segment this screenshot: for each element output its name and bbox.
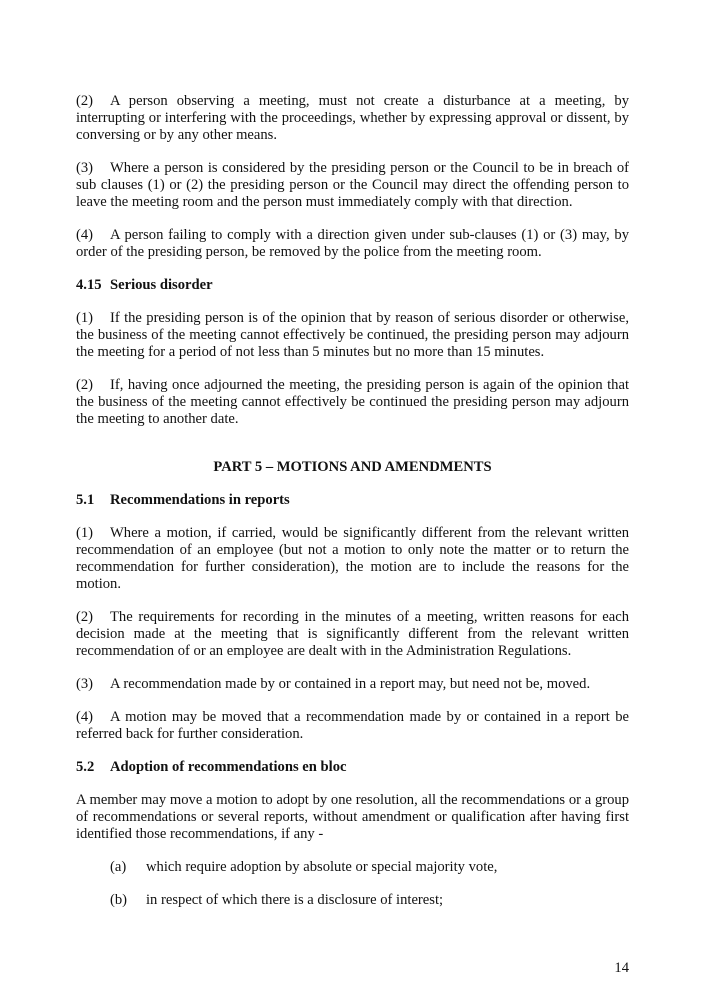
- paragraph-text: Where a person is considered by the presiding person or the Council to be in breach of sub clauses (1) or (2) the presiding person or the Council may direct the offending person to leave the meeting room and the person must immediately comply with that direction.: [76, 160, 629, 210]
- section-number: 5.2: [76, 759, 95, 775]
- paragraph-text: A person failing to comply with a direction given under sub-clauses (1) or (3) may, by order of the presiding person, be removed by the police from the meeting room.: [76, 227, 629, 260]
- paragraph-text: A motion may be moved that a recommendation made by or contained in a report be referred back for further consideration.: [76, 709, 629, 742]
- section-5-1-paragraph-4: [76, 709, 629, 743]
- paragraph-number: (1): [76, 525, 94, 541]
- paragraph-number: (2): [76, 93, 94, 109]
- paragraph-text: If, having once adjourned the meeting, the presiding person is again of the opinion that the business of the meeting cannot effectively be continued the presiding person may adjourn the meeting to another date.: [76, 377, 629, 427]
- paragraph-number: (4): [76, 709, 94, 725]
- paragraph-number: (3): [76, 160, 94, 176]
- paragraph-number: (2): [76, 609, 94, 625]
- paragraph-number: (2): [76, 377, 94, 393]
- section-5-1-paragraph-1: [76, 525, 629, 593]
- section-number: 4.15: [76, 277, 102, 293]
- list-item-b: [76, 892, 629, 909]
- section-heading-5-1: [76, 492, 629, 509]
- section-title: Serious disorder: [110, 277, 213, 293]
- paragraph-4: [76, 227, 629, 261]
- section-5-2-intro: A member may move a motion to adopt by one resolution, all the recommendations or a group of recommendations or several reports, without amendment or qualification after having first identified those recommendations, if any -: [76, 792, 629, 842]
- section-number: 5.1: [76, 492, 95, 508]
- section-heading-5-2: [76, 759, 629, 776]
- section-heading-4-15: [76, 277, 629, 294]
- paragraph-2: [76, 93, 629, 144]
- list-letter: (b): [110, 892, 128, 908]
- paragraph-number: (3): [76, 676, 94, 692]
- section-title: Adoption of recommendations en bloc: [110, 759, 347, 775]
- section-5-1-paragraph-2: [76, 609, 629, 660]
- paragraph-number: (1): [76, 310, 94, 326]
- document-page: [76, 93, 629, 925]
- paragraph-text: A person observing a meeting, must not create a disturbance at a meeting, by interrupting or interfering with the proceedings, whether by expressing approval or dissent, by conversing or by any other means.: [76, 93, 629, 143]
- paragraph-text: Where a motion, if carried, would be significantly different from the relevant written recommendation of an employee (but not a motion to only note the matter or to return the recommendation for further consideration), the motion are to include the reasons for the motion.: [76, 525, 629, 592]
- section-title: Recommendations in reports: [110, 492, 290, 508]
- part-heading: PART 5 – MOTIONS AND AMENDMENTS: [213, 459, 492, 475]
- paragraph-number: (4): [76, 227, 94, 243]
- list-item-a: [76, 859, 629, 876]
- section-5-1-paragraph-3: [76, 676, 629, 693]
- list-text: which require adoption by absolute or special majority vote,: [146, 859, 498, 875]
- paragraph-text: A recommendation made by or contained in a report may, but need not be, moved.: [110, 676, 591, 692]
- list-letter: (a): [110, 859, 127, 875]
- section-4-15-paragraph-2: [76, 377, 629, 428]
- section-4-15-paragraph-1: [76, 310, 629, 361]
- paragraph-text: The requirements for recording in the minutes of a meeting, written reasons for each decision made at the meeting that is significantly different from the relevant written recommendation of or an employee are dealt with in the Administration Regulations.: [76, 609, 629, 659]
- page-number: 14: [614, 960, 629, 976]
- list-text: in respect of which there is a disclosure of interest;: [146, 892, 444, 908]
- paragraph-3: [76, 160, 629, 211]
- paragraph-text: If the presiding person is of the opinion that by reason of serious disorder or otherwise, the business of the meeting cannot effectively be continued, the presiding person may adjourn the meeting for a period of not less than 5 minutes but no more than 15 minutes.: [76, 310, 629, 360]
